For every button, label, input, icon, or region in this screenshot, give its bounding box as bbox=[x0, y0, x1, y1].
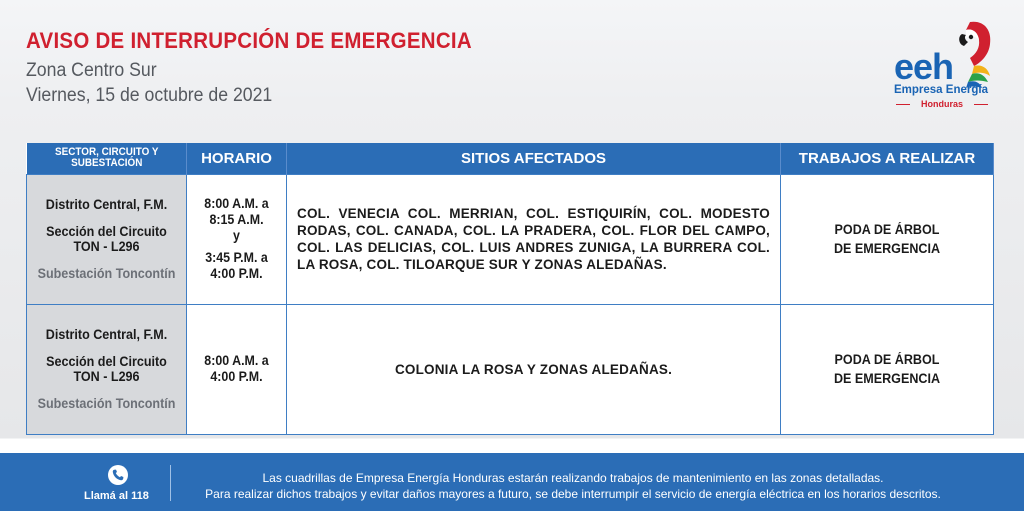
circuit-code: TON - L296 bbox=[73, 369, 140, 384]
station-label: Subestación Toncontín bbox=[37, 396, 176, 411]
time-line: 3:45 P.M. a bbox=[205, 250, 268, 265]
outage-table bbox=[26, 143, 994, 435]
header-sites: SITIOS AFECTADOS bbox=[287, 143, 781, 174]
sites-cell: COL. VENECIA COL. MERRIAN, COL. ESTIQUIRÍN, COL. MODESTO RODAS, COL. CANADA, COL. LA PRADERA, COL. FLOR DEL CAMPO, COL. LAS DELICIAS, COL. LUIS ANDRES ZUNIGA, LA BURRERA COL. LA ROSA, COL. TILOARQUE SUR Y ZONAS ALEDAÑAS. bbox=[287, 174, 781, 304]
table-header-row bbox=[27, 143, 994, 174]
circuit-label: Sección del Circuito bbox=[46, 354, 167, 369]
circuit-label: Sección del Circuito bbox=[46, 224, 167, 239]
sector-cell bbox=[27, 304, 187, 434]
sites-cell: COLONIA LA ROSA Y ZONAS ALEDAÑAS. bbox=[287, 304, 781, 434]
time-line: y bbox=[233, 228, 240, 243]
sector-cell bbox=[27, 174, 187, 304]
header bbox=[26, 28, 505, 107]
time-line: 8:15 A.M. bbox=[209, 212, 264, 227]
footer-banner bbox=[0, 453, 1024, 511]
time-line: 8:00 A.M. a bbox=[204, 196, 269, 211]
call-label: Llamá al 118 bbox=[84, 490, 149, 502]
station-label: Subestación Toncontín bbox=[37, 266, 176, 281]
logo-brand-text: Empresa Energía bbox=[894, 84, 988, 96]
company-logo bbox=[888, 18, 1000, 114]
schedule-cell bbox=[187, 304, 287, 434]
time-line: 8:00 A.M. a bbox=[204, 353, 269, 368]
schedule-cell bbox=[187, 174, 287, 304]
work-cell bbox=[781, 174, 994, 304]
table-row bbox=[27, 304, 994, 434]
header-work: TRABAJOS A REALIZAR bbox=[781, 143, 994, 174]
circuit-code: TON - L296 bbox=[73, 239, 140, 254]
footer-divider bbox=[170, 465, 171, 501]
footer-line-2: Para realizar dichos trabajos y evitar daños mayores a futuro, se debe interrumpir el servicio de energía eléctrica en los horarios descritos. bbox=[205, 487, 941, 501]
date-label: Viernes, 15 de octubre de 2021 bbox=[26, 85, 273, 106]
work-line: PODA DE ÁRBOL bbox=[834, 222, 940, 237]
header-sector: SECTOR, CIRCUITO Y SUBESTACIÓN bbox=[27, 143, 187, 174]
page-title: AVISO DE INTERRUPCIÓN DE EMERGENCIA bbox=[26, 28, 472, 53]
logo-mark: eeh bbox=[894, 46, 954, 87]
parrot-icon bbox=[946, 18, 994, 90]
table-row bbox=[27, 174, 994, 304]
work-line: DE EMERGENCIA bbox=[833, 371, 941, 386]
time-line: 4:00 P.M. bbox=[210, 266, 263, 281]
work-line: PODA DE ÁRBOL bbox=[834, 352, 940, 367]
work-line: DE EMERGENCIA bbox=[833, 241, 941, 256]
work-cell bbox=[781, 304, 994, 434]
zone-label: Zona Centro Sur bbox=[26, 60, 157, 81]
phone-icon bbox=[108, 465, 128, 485]
time-line: 4:00 P.M. bbox=[210, 369, 263, 384]
district-label: Distrito Central, F.M. bbox=[45, 197, 168, 212]
footer-message bbox=[178, 470, 968, 502]
district-label: Distrito Central, F.M. bbox=[45, 327, 168, 342]
logo-country-text: Honduras bbox=[894, 99, 990, 109]
header-schedule: HORARIO bbox=[187, 143, 287, 174]
footer-line-1: Las cuadrillas de Empresa Energía Honduras estarán realizando trabajos de mantenimiento en las zonas detalladas. bbox=[262, 471, 884, 485]
